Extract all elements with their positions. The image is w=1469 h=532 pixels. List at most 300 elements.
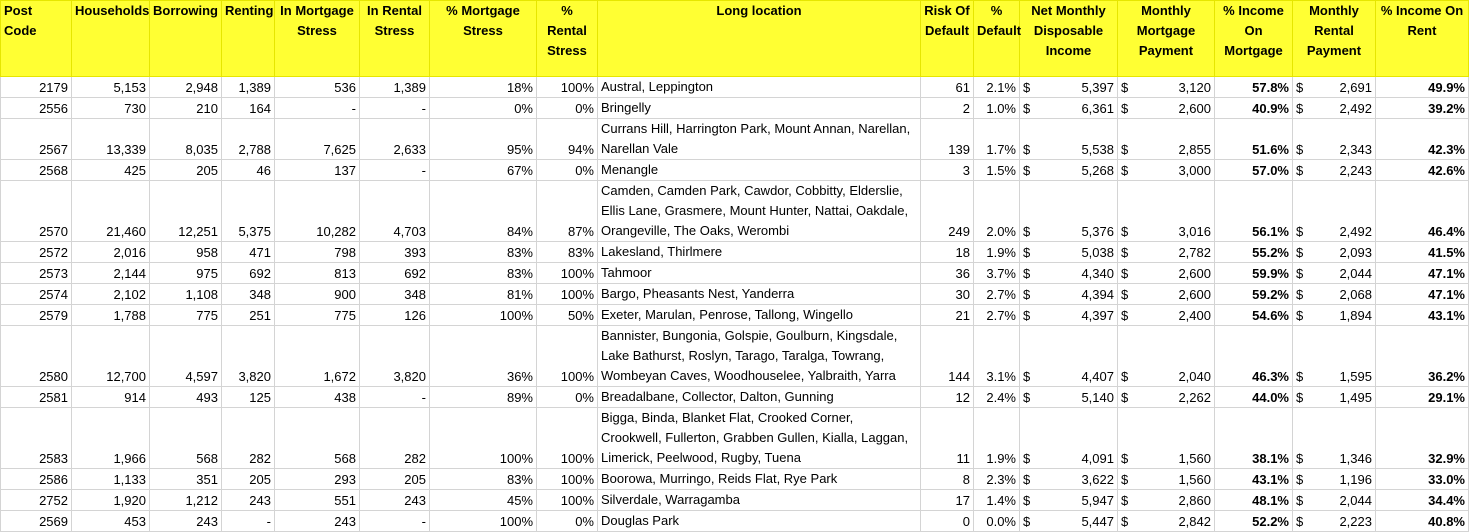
- cell-long-location[interactable]: Tahmoor: [598, 263, 921, 284]
- header-in-mortgage-stress[interactable]: In Mortgage Stress: [275, 1, 360, 77]
- cell-risk-of-default[interactable]: 17: [921, 490, 974, 511]
- currency-symbol: $: [1296, 224, 1304, 239]
- cell-net-monthly-disposable-income[interactable]: [1020, 511, 1118, 532]
- cell-in-mortgage-stress[interactable]: 551: [275, 490, 360, 511]
- cell-pct-income-on-mortgage[interactable]: 51.6%: [1215, 119, 1293, 160]
- cell-long-location[interactable]: Lakesland, Thirlmere: [598, 242, 921, 263]
- cell-value: 4,394: [1081, 287, 1114, 302]
- cell-in-rental-stress[interactable]: 1,389: [360, 77, 430, 98]
- cell-monthly-mortgage-payment[interactable]: [1118, 469, 1215, 490]
- cell-households[interactable]: 2,102: [72, 284, 150, 305]
- cell-pct-income-on-rent[interactable]: 41.5%: [1376, 242, 1469, 263]
- cell-risk-of-default[interactable]: 3: [921, 160, 974, 181]
- cell-renting[interactable]: 3,820: [222, 326, 275, 387]
- cell-monthly-mortgage-payment[interactable]: [1118, 305, 1215, 326]
- cell-risk-of-default[interactable]: 249: [921, 181, 974, 242]
- cell-monthly-mortgage-payment[interactable]: [1118, 490, 1215, 511]
- currency-symbol: $: [1023, 245, 1031, 260]
- cell-monthly-mortgage-payment[interactable]: [1118, 511, 1215, 532]
- cell-households[interactable]: 5,153: [72, 77, 150, 98]
- cell-risk-of-default[interactable]: 36: [921, 263, 974, 284]
- header-households[interactable]: Households: [72, 1, 150, 77]
- cell-in-mortgage-stress[interactable]: 568: [275, 408, 360, 469]
- cell-in-mortgage-stress[interactable]: 798: [275, 242, 360, 263]
- cell-monthly-rental-payment[interactable]: [1293, 408, 1376, 469]
- cell-pct-default[interactable]: 3.1%: [974, 326, 1020, 387]
- cell-in-rental-stress[interactable]: 692: [360, 263, 430, 284]
- cell-post-code[interactable]: 2570: [1, 181, 72, 242]
- cell-in-rental-stress[interactable]: 393: [360, 242, 430, 263]
- cell-in-rental-stress[interactable]: -: [360, 511, 430, 532]
- cell-pct-mortgage-stress[interactable]: 0%: [430, 98, 537, 119]
- cell-renting[interactable]: 251: [222, 305, 275, 326]
- cell-renting[interactable]: -: [222, 511, 275, 532]
- cell-monthly-rental-payment[interactable]: [1293, 305, 1376, 326]
- cell-in-rental-stress[interactable]: 4,703: [360, 181, 430, 242]
- cell-pct-default[interactable]: 1.9%: [974, 408, 1020, 469]
- cell-pct-default[interactable]: 2.4%: [974, 387, 1020, 408]
- cell-post-code[interactable]: 2586: [1, 469, 72, 490]
- cell-pct-rental-stress[interactable]: 100%: [537, 490, 598, 511]
- header-borrowing[interactable]: Borrowing: [150, 1, 222, 77]
- header-pct-income-on-mortgage[interactable]: % Income On Mortgage: [1215, 1, 1293, 77]
- cell-households[interactable]: 730: [72, 98, 150, 119]
- cell-net-monthly-disposable-income[interactable]: [1020, 387, 1118, 408]
- currency-symbol: $: [1121, 142, 1129, 157]
- cell-net-monthly-disposable-income[interactable]: [1020, 408, 1118, 469]
- cell-pct-income-on-mortgage[interactable]: 57.8%: [1215, 77, 1293, 98]
- cell-post-code[interactable]: 2574: [1, 284, 72, 305]
- cell-pct-mortgage-stress[interactable]: 81%: [430, 284, 537, 305]
- cell-households[interactable]: 914: [72, 387, 150, 408]
- cell-pct-income-on-rent[interactable]: 46.4%: [1376, 181, 1469, 242]
- cell-pct-income-on-rent[interactable]: 42.6%: [1376, 160, 1469, 181]
- cell-long-location[interactable]: Currans Hill, Harrington Park, Mount Annan, Narellan, Narellan Vale: [598, 119, 921, 160]
- cell-net-monthly-disposable-income[interactable]: [1020, 469, 1118, 490]
- cell-long-location[interactable]: Silverdale, Warragamba: [598, 490, 921, 511]
- cell-pct-mortgage-stress[interactable]: 18%: [430, 77, 537, 98]
- cell-pct-rental-stress[interactable]: 0%: [537, 160, 598, 181]
- table-row: [1, 305, 1469, 326]
- cell-monthly-rental-payment[interactable]: [1293, 77, 1376, 98]
- cell-in-mortgage-stress[interactable]: 438: [275, 387, 360, 408]
- header-renting[interactable]: Renting: [222, 1, 275, 77]
- header-risk-of-default[interactable]: Risk Of Default: [921, 1, 974, 77]
- cell-monthly-mortgage-payment[interactable]: [1118, 326, 1215, 387]
- cell-households[interactable]: 1,920: [72, 490, 150, 511]
- cell-borrowing[interactable]: 351: [150, 469, 222, 490]
- cell-households[interactable]: 1,966: [72, 408, 150, 469]
- cell-pct-rental-stress[interactable]: 0%: [537, 98, 598, 119]
- cell-renting[interactable]: 2,788: [222, 119, 275, 160]
- currency-symbol: $: [1023, 224, 1031, 239]
- cell-post-code[interactable]: 2573: [1, 263, 72, 284]
- cell-pct-rental-stress[interactable]: 83%: [537, 242, 598, 263]
- cell-long-location[interactable]: Austral, Leppington: [598, 77, 921, 98]
- cell-in-mortgage-stress[interactable]: 1,672: [275, 326, 360, 387]
- cell-long-location[interactable]: Menangle: [598, 160, 921, 181]
- cell-net-monthly-disposable-income[interactable]: [1020, 326, 1118, 387]
- cell-in-rental-stress[interactable]: -: [360, 98, 430, 119]
- cell-pct-income-on-mortgage[interactable]: 44.0%: [1215, 387, 1293, 408]
- cell-pct-income-on-rent[interactable]: 36.2%: [1376, 326, 1469, 387]
- cell-renting[interactable]: 5,375: [222, 181, 275, 242]
- cell-pct-income-on-rent[interactable]: 47.1%: [1376, 284, 1469, 305]
- currency-symbol: $: [1121, 369, 1129, 384]
- header-in-rental-stress[interactable]: In Rental Stress: [360, 1, 430, 77]
- table-row: [1, 326, 1469, 387]
- cell-pct-income-on-rent[interactable]: 39.2%: [1376, 98, 1469, 119]
- cell-monthly-rental-payment[interactable]: [1293, 511, 1376, 532]
- cell-pct-default[interactable]: 1.4%: [974, 490, 1020, 511]
- cell-post-code[interactable]: 2580: [1, 326, 72, 387]
- cell-risk-of-default[interactable]: 0: [921, 511, 974, 532]
- cell-value: 4,091: [1081, 451, 1114, 466]
- cell-borrowing[interactable]: 568: [150, 408, 222, 469]
- cell-net-monthly-disposable-income[interactable]: [1020, 98, 1118, 119]
- cell-pct-default[interactable]: 2.3%: [974, 469, 1020, 490]
- cell-pct-rental-stress[interactable]: 100%: [537, 77, 598, 98]
- cell-long-location[interactable]: Camden, Camden Park, Cawdor, Cobbitty, Elderslie, Ellis Lane, Grasmere, Mount Hunter, Nattai, Oakdale, Orangeville, The Oaks, Werombi: [598, 181, 921, 242]
- cell-pct-income-on-rent[interactable]: 34.4%: [1376, 490, 1469, 511]
- currency-symbol: $: [1121, 390, 1129, 405]
- cell-value: 1,595: [1339, 369, 1372, 384]
- cell-borrowing[interactable]: 493: [150, 387, 222, 408]
- currency-symbol: $: [1121, 493, 1129, 508]
- cell-in-rental-stress[interactable]: 282: [360, 408, 430, 469]
- cell-net-monthly-disposable-income[interactable]: [1020, 490, 1118, 511]
- cell-long-location[interactable]: Bringelly: [598, 98, 921, 119]
- cell-monthly-rental-payment[interactable]: [1293, 119, 1376, 160]
- cell-pct-mortgage-stress[interactable]: 100%: [430, 305, 537, 326]
- cell-pct-rental-stress[interactable]: 0%: [537, 387, 598, 408]
- cell-pct-income-on-rent[interactable]: 29.1%: [1376, 387, 1469, 408]
- cell-monthly-mortgage-payment[interactable]: [1118, 263, 1215, 284]
- header-monthly-rental-payment[interactable]: Monthly Rental Payment: [1293, 1, 1376, 77]
- cell-monthly-mortgage-payment[interactable]: [1118, 160, 1215, 181]
- cell-value: 3,000: [1178, 163, 1211, 178]
- cell-net-monthly-disposable-income[interactable]: [1020, 119, 1118, 160]
- cell-value: 2,068: [1339, 287, 1372, 302]
- cell-renting[interactable]: 348: [222, 284, 275, 305]
- cell-value: 5,447: [1081, 514, 1114, 529]
- cell-in-rental-stress[interactable]: 126: [360, 305, 430, 326]
- cell-borrowing[interactable]: 1,108: [150, 284, 222, 305]
- cell-households[interactable]: 1,788: [72, 305, 150, 326]
- cell-value: 1,560: [1178, 472, 1211, 487]
- table-row: [1, 408, 1469, 469]
- cell-risk-of-default[interactable]: 12: [921, 387, 974, 408]
- cell-net-monthly-disposable-income[interactable]: [1020, 305, 1118, 326]
- cell-monthly-rental-payment[interactable]: [1293, 284, 1376, 305]
- cell-long-location[interactable]: Bannister, Bungonia, Golspie, Goulburn, Kingsdale, Lake Bathurst, Roslyn, Tarago, Taralga, Towrang, Wombeyan Caves, Woodhouselee, Yalbraith, Yarra: [598, 326, 921, 387]
- cell-monthly-rental-payment[interactable]: [1293, 490, 1376, 511]
- cell-in-mortgage-stress[interactable]: 7,625: [275, 119, 360, 160]
- cell-value: 4,340: [1081, 266, 1114, 281]
- cell-renting[interactable]: 205: [222, 469, 275, 490]
- cell-borrowing[interactable]: 243: [150, 511, 222, 532]
- cell-pct-income-on-mortgage[interactable]: 59.9%: [1215, 263, 1293, 284]
- cell-households[interactable]: 21,460: [72, 181, 150, 242]
- currency-symbol: $: [1023, 514, 1031, 529]
- header-long-location[interactable]: Long location: [598, 1, 921, 77]
- cell-long-location[interactable]: Exeter, Marulan, Penrose, Tallong, Wingello: [598, 305, 921, 326]
- currency-symbol: $: [1023, 390, 1031, 405]
- cell-renting[interactable]: 46: [222, 160, 275, 181]
- cell-monthly-mortgage-payment[interactable]: [1118, 284, 1215, 305]
- table-row: [1, 284, 1469, 305]
- cell-pct-default[interactable]: 1.0%: [974, 98, 1020, 119]
- currency-symbol: $: [1296, 266, 1304, 281]
- cell-long-location[interactable]: Breadalbane, Collector, Dalton, Gunning: [598, 387, 921, 408]
- cell-pct-rental-stress[interactable]: 100%: [537, 469, 598, 490]
- header-pct-income-on-rent[interactable]: % Income On Rent: [1376, 1, 1469, 77]
- cell-pct-income-on-rent[interactable]: 33.0%: [1376, 469, 1469, 490]
- cell-renting[interactable]: 692: [222, 263, 275, 284]
- cell-pct-mortgage-stress[interactable]: 83%: [430, 242, 537, 263]
- cell-in-mortgage-stress[interactable]: 137: [275, 160, 360, 181]
- cell-monthly-rental-payment[interactable]: [1293, 326, 1376, 387]
- cell-pct-default[interactable]: 3.7%: [974, 263, 1020, 284]
- cell-pct-income-on-mortgage[interactable]: 56.1%: [1215, 181, 1293, 242]
- cell-borrowing[interactable]: 12,251: [150, 181, 222, 242]
- cell-pct-default[interactable]: 0.0%: [974, 511, 1020, 532]
- cell-risk-of-default[interactable]: 2: [921, 98, 974, 119]
- cell-households[interactable]: 2,016: [72, 242, 150, 263]
- cell-households[interactable]: 1,133: [72, 469, 150, 490]
- cell-pct-mortgage-stress[interactable]: 83%: [430, 469, 537, 490]
- cell-pct-income-on-rent[interactable]: 47.1%: [1376, 263, 1469, 284]
- cell-households[interactable]: 453: [72, 511, 150, 532]
- cell-long-location[interactable]: Bargo, Pheasants Nest, Yanderra: [598, 284, 921, 305]
- cell-monthly-mortgage-payment[interactable]: [1118, 119, 1215, 160]
- header-pct-rental-stress[interactable]: % Rental Stress: [537, 1, 598, 77]
- cell-in-rental-stress[interactable]: -: [360, 387, 430, 408]
- cell-pct-mortgage-stress[interactable]: 89%: [430, 387, 537, 408]
- cell-value: 2,044: [1339, 266, 1372, 281]
- cell-post-code[interactable]: 2569: [1, 511, 72, 532]
- cell-post-code[interactable]: 2579: [1, 305, 72, 326]
- cell-pct-default[interactable]: 2.7%: [974, 305, 1020, 326]
- cell-monthly-rental-payment[interactable]: [1293, 160, 1376, 181]
- cell-pct-mortgage-stress[interactable]: 45%: [430, 490, 537, 511]
- cell-post-code[interactable]: 2572: [1, 242, 72, 263]
- cell-net-monthly-disposable-income[interactable]: [1020, 284, 1118, 305]
- cell-pct-income-on-mortgage[interactable]: 59.2%: [1215, 284, 1293, 305]
- cell-net-monthly-disposable-income[interactable]: [1020, 263, 1118, 284]
- cell-in-rental-stress[interactable]: 243: [360, 490, 430, 511]
- cell-pct-income-on-rent[interactable]: 32.9%: [1376, 408, 1469, 469]
- cell-borrowing[interactable]: 775: [150, 305, 222, 326]
- cell-pct-mortgage-stress[interactable]: 36%: [430, 326, 537, 387]
- cell-pct-rental-stress[interactable]: 100%: [537, 326, 598, 387]
- cell-net-monthly-disposable-income[interactable]: [1020, 242, 1118, 263]
- currency-symbol: $: [1023, 266, 1031, 281]
- table-row: [1, 490, 1469, 511]
- cell-renting[interactable]: 1,389: [222, 77, 275, 98]
- header-net-monthly-disposable-income[interactable]: Net Monthly Disposable Income: [1020, 1, 1118, 77]
- cell-risk-of-default[interactable]: 11: [921, 408, 974, 469]
- cell-net-monthly-disposable-income[interactable]: [1020, 181, 1118, 242]
- cell-value: 3,016: [1178, 224, 1211, 239]
- cell-households[interactable]: 12,700: [72, 326, 150, 387]
- cell-pct-rental-stress[interactable]: 94%: [537, 119, 598, 160]
- cell-in-rental-stress[interactable]: -: [360, 160, 430, 181]
- cell-pct-rental-stress[interactable]: 87%: [537, 181, 598, 242]
- cell-pct-income-on-mortgage[interactable]: 55.2%: [1215, 242, 1293, 263]
- cell-pct-mortgage-stress[interactable]: 67%: [430, 160, 537, 181]
- cell-long-location[interactable]: Douglas Park: [598, 511, 921, 532]
- cell-renting[interactable]: 164: [222, 98, 275, 119]
- cell-renting[interactable]: 243: [222, 490, 275, 511]
- cell-value: 2,040: [1178, 369, 1211, 384]
- cell-pct-income-on-rent[interactable]: 40.8%: [1376, 511, 1469, 532]
- currency-symbol: $: [1121, 163, 1129, 178]
- cell-in-rental-stress[interactable]: 205: [360, 469, 430, 490]
- cell-monthly-rental-payment[interactable]: [1293, 181, 1376, 242]
- cell-pct-income-on-mortgage[interactable]: 48.1%: [1215, 490, 1293, 511]
- cell-monthly-rental-payment[interactable]: [1293, 242, 1376, 263]
- cell-post-code[interactable]: 2556: [1, 98, 72, 119]
- cell-monthly-mortgage-payment[interactable]: [1118, 242, 1215, 263]
- cell-pct-income-on-rent[interactable]: 49.9%: [1376, 77, 1469, 98]
- cell-pct-rental-stress[interactable]: 100%: [537, 408, 598, 469]
- cell-borrowing[interactable]: 958: [150, 242, 222, 263]
- cell-monthly-rental-payment[interactable]: [1293, 98, 1376, 119]
- cell-in-mortgage-stress[interactable]: 813: [275, 263, 360, 284]
- cell-in-mortgage-stress[interactable]: 536: [275, 77, 360, 98]
- cell-pct-mortgage-stress[interactable]: 95%: [430, 119, 537, 160]
- cell-borrowing[interactable]: 205: [150, 160, 222, 181]
- cell-pct-income-on-mortgage[interactable]: 52.2%: [1215, 511, 1293, 532]
- cell-pct-default[interactable]: 2.0%: [974, 181, 1020, 242]
- cell-monthly-rental-payment[interactable]: [1293, 263, 1376, 284]
- cell-value: 2,855: [1178, 142, 1211, 157]
- cell-long-location[interactable]: Boorowa, Murringo, Reids Flat, Rye Park: [598, 469, 921, 490]
- cell-renting[interactable]: 125: [222, 387, 275, 408]
- cell-pct-rental-stress[interactable]: 100%: [537, 284, 598, 305]
- cell-post-code[interactable]: 2567: [1, 119, 72, 160]
- cell-renting[interactable]: 282: [222, 408, 275, 469]
- cell-monthly-rental-payment[interactable]: [1293, 469, 1376, 490]
- cell-borrowing[interactable]: 2,948: [150, 77, 222, 98]
- cell-pct-income-on-rent[interactable]: 42.3%: [1376, 119, 1469, 160]
- currency-symbol: $: [1296, 245, 1304, 260]
- header-post-code[interactable]: Post Code: [1, 1, 72, 77]
- cell-value: 6,361: [1081, 101, 1114, 116]
- cell-borrowing[interactable]: 210: [150, 98, 222, 119]
- cell-risk-of-default[interactable]: 18: [921, 242, 974, 263]
- cell-post-code[interactable]: 2583: [1, 408, 72, 469]
- cell-borrowing[interactable]: 975: [150, 263, 222, 284]
- cell-borrowing[interactable]: 8,035: [150, 119, 222, 160]
- currency-symbol: $: [1023, 142, 1031, 157]
- cell-risk-of-default[interactable]: 61: [921, 77, 974, 98]
- table-row: [1, 263, 1469, 284]
- cell-pct-default[interactable]: 1.9%: [974, 242, 1020, 263]
- cell-in-mortgage-stress[interactable]: 900: [275, 284, 360, 305]
- cell-monthly-mortgage-payment[interactable]: [1118, 98, 1215, 119]
- cell-pct-mortgage-stress[interactable]: 100%: [430, 511, 537, 532]
- cell-value: 2,600: [1178, 266, 1211, 281]
- cell-pct-income-on-rent[interactable]: 43.1%: [1376, 305, 1469, 326]
- table-row: [1, 469, 1469, 490]
- cell-value: 2,492: [1339, 101, 1372, 116]
- cell-risk-of-default[interactable]: 21: [921, 305, 974, 326]
- cell-post-code[interactable]: 2581: [1, 387, 72, 408]
- cell-renting[interactable]: 471: [222, 242, 275, 263]
- cell-risk-of-default[interactable]: 139: [921, 119, 974, 160]
- cell-post-code[interactable]: 2752: [1, 490, 72, 511]
- cell-monthly-mortgage-payment[interactable]: [1118, 77, 1215, 98]
- header-pct-default[interactable]: % Default: [974, 1, 1020, 77]
- cell-pct-income-on-mortgage[interactable]: 40.9%: [1215, 98, 1293, 119]
- cell-monthly-rental-payment[interactable]: [1293, 387, 1376, 408]
- cell-risk-of-default[interactable]: 144: [921, 326, 974, 387]
- cell-value: 5,376: [1081, 224, 1114, 239]
- cell-value: 2,343: [1339, 142, 1372, 157]
- cell-pct-income-on-mortgage[interactable]: 38.1%: [1215, 408, 1293, 469]
- cell-in-mortgage-stress[interactable]: 293: [275, 469, 360, 490]
- table-row: [1, 387, 1469, 408]
- cell-monthly-mortgage-payment[interactable]: [1118, 181, 1215, 242]
- cell-pct-default[interactable]: 2.7%: [974, 284, 1020, 305]
- cell-pct-rental-stress[interactable]: 0%: [537, 511, 598, 532]
- cell-value: 2,860: [1178, 493, 1211, 508]
- cell-households[interactable]: 2,144: [72, 263, 150, 284]
- cell-pct-mortgage-stress[interactable]: 83%: [430, 263, 537, 284]
- cell-pct-default[interactable]: 2.1%: [974, 77, 1020, 98]
- cell-households[interactable]: 13,339: [72, 119, 150, 160]
- cell-pct-default[interactable]: 1.7%: [974, 119, 1020, 160]
- cell-in-rental-stress[interactable]: 3,820: [360, 326, 430, 387]
- cell-risk-of-default[interactable]: 30: [921, 284, 974, 305]
- cell-monthly-mortgage-payment[interactable]: [1118, 387, 1215, 408]
- header-row: [1, 1, 1469, 77]
- cell-pct-mortgage-stress[interactable]: 84%: [430, 181, 537, 242]
- cell-post-code[interactable]: 2568: [1, 160, 72, 181]
- cell-households[interactable]: 425: [72, 160, 150, 181]
- cell-pct-mortgage-stress[interactable]: 100%: [430, 408, 537, 469]
- cell-in-mortgage-stress[interactable]: 10,282: [275, 181, 360, 242]
- cell-pct-rental-stress[interactable]: 100%: [537, 263, 598, 284]
- cell-in-mortgage-stress[interactable]: 243: [275, 511, 360, 532]
- cell-post-code[interactable]: 2179: [1, 77, 72, 98]
- cell-value: 2,262: [1178, 390, 1211, 405]
- header-monthly-mortgage-payment[interactable]: Monthly Mortgage Payment: [1118, 1, 1215, 77]
- currency-symbol: $: [1121, 224, 1129, 239]
- cell-pct-income-on-mortgage[interactable]: 43.1%: [1215, 469, 1293, 490]
- cell-monthly-mortgage-payment[interactable]: [1118, 408, 1215, 469]
- cell-borrowing[interactable]: 4,597: [150, 326, 222, 387]
- cell-pct-rental-stress[interactable]: 50%: [537, 305, 598, 326]
- cell-in-rental-stress[interactable]: 2,633: [360, 119, 430, 160]
- cell-in-mortgage-stress[interactable]: 775: [275, 305, 360, 326]
- cell-in-mortgage-stress[interactable]: -: [275, 98, 360, 119]
- cell-net-monthly-disposable-income[interactable]: [1020, 160, 1118, 181]
- cell-long-location[interactable]: Bigga, Binda, Blanket Flat, Crooked Corner, Crookwell, Fullerton, Grabben Gullen, Kialla, Laggan, Limerick, Peelwood, Rugby, Tuena: [598, 408, 921, 469]
- cell-pct-income-on-mortgage[interactable]: 46.3%: [1215, 326, 1293, 387]
- cell-value: 2,600: [1178, 101, 1211, 116]
- cell-net-monthly-disposable-income[interactable]: [1020, 77, 1118, 98]
- cell-pct-default[interactable]: 1.5%: [974, 160, 1020, 181]
- cell-risk-of-default[interactable]: 8: [921, 469, 974, 490]
- cell-borrowing[interactable]: 1,212: [150, 490, 222, 511]
- header-pct-mortgage-stress[interactable]: % Mortgage Stress: [430, 1, 537, 77]
- cell-pct-income-on-mortgage[interactable]: 57.0%: [1215, 160, 1293, 181]
- cell-pct-income-on-mortgage[interactable]: 54.6%: [1215, 305, 1293, 326]
- cell-in-rental-stress[interactable]: 348: [360, 284, 430, 305]
